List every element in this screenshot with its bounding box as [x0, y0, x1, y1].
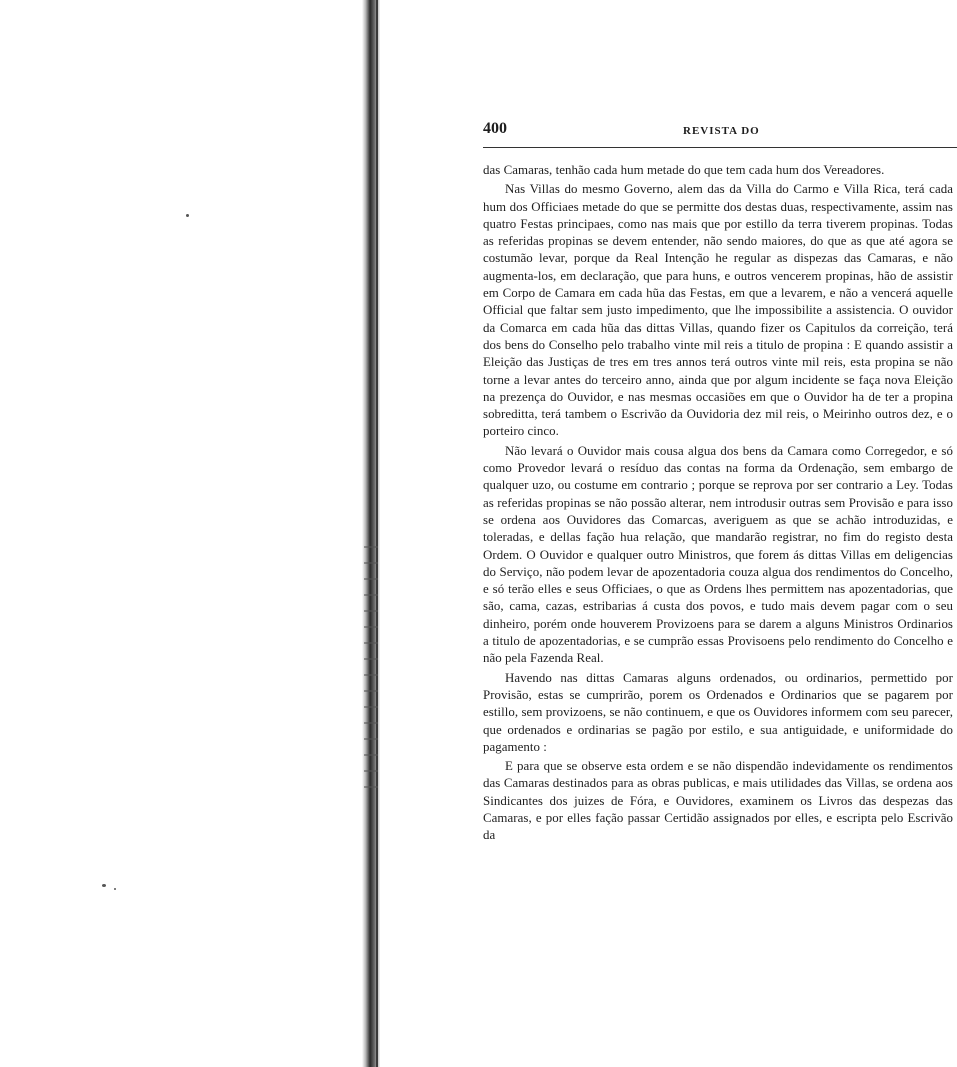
paragraph: Não levará o Ouvidor mais cousa algua dos bens da Camara como Corregedor, e só como Provedor levará o resíduo das contas na forma da Ordenação, sem embargo de qualquer uzo, ou costume em contrario ; porque se reprova por ser contrario a Ley. Todas as referidas propinas se não possão alterar, nem introdusir outras sem Provisão e para isso se ordena aos Ouvidores das Comarcas, averiguem as que se achão introduzidas, e toleradas, e dellas fação hua relação, que mandarão registrar, no fim do registo desta Ordem. O Ouvidor e qualquer outro Ministros, que forem ás dittas Villas em deligencias do Serviço, não podem levar de apozentadoria couza algua dos rendimentos do Concelho, e só terão elles e seus Officiaes, o que as Ordens lhes permittem nas apozentadorias, que são, cama, cazas, estribarias á custa dos povos, e tudo mais devem pagar com o seu dinheiro, porém onde houverem Provizoens para se darem a alguns Ministros Ordinarios a titulo de apozentadorias, e se cumprão essas Provisoens pelo rendimento do Concelho e não pela Fazenda Real.: [483, 443, 953, 666]
gutter-marks: [364, 540, 378, 800]
page-number: 400: [483, 120, 507, 137]
gutter-shadow-line: [376, 0, 378, 1067]
body-text: [483, 162, 953, 847]
page-speck: [186, 214, 189, 217]
paragraph: das Camaras, tenhão cada hum metade do que tem cada hum dos Vereadores.: [483, 163, 885, 177]
header-rule: [483, 147, 957, 148]
running-head: REVISTA DO: [683, 125, 760, 137]
paragraph: Nas Villas do mesmo Governo, alem das da Villa do Carmo e Villa Rica, terá cada hum dos Officiaes metade do que se permitte dos destas duas, respectivamente, assim nas quatro Festas principaes, como nas mais que por estillo da terra tiverem propinas. Todas as referidas propinas se devem entender, não sendo maiores, do que as que até agora se costumão levar, porque da Real Intenção he regular as dispezas das Camaras, e não augmenta-los, em declaração, que para huns, e outros vencerem propinas, hão de assistir em Corpo de Camara em cada hũa das Festas, em que a levarem, e não a vencerá aquelle Official que faltar sem justo impedimento, que lhe impossibilite a assistencia. O ouvidor da Comarca em cada hũa das dittas Villas, quando fizer os Capitulos da correição, terá dos bens do Conselho pelo trabalho vinte mil reis a titulo de propina : E quando assistir a Eleição das Justiças de tres em tres annos terá outros vinte mil reis, esta propina se não torne a levar antes do terceiro anno, ainda que por algum incidente se faça nova Eleição na prezença do Ouvidor, e nas mesmas occasiões em que o Ouvidor ha de ter a propina sobreditta, terá tambem o Escrivão da Ouvidoria dez mil reis, o Meirinho outros dez, e o porteiro cinco.: [483, 182, 953, 439]
page-speck: [114, 888, 116, 890]
paragraph: Havendo nas dittas Camaras alguns ordenados, ou ordinarios, permettido por Provisão, estas se cumprirão, porem os Ordenados e Ordinarios que se pagarem por estillo, sem provizoens, se não continuem, e que os Ouvidores informem com seu parecer, que ordenados e ordinarias se pagão por estilo, e sua antiguidade, e uniformidade do pagamento :: [483, 670, 953, 754]
page-speck: [102, 884, 106, 887]
page-header: [483, 120, 953, 142]
right-text-page: [380, 0, 957, 1067]
left-blank-page: [0, 0, 362, 1067]
paragraph: E para que se observe esta ordem e se não dispendão indevidamente os rendimentos das Camaras destinados para as obras publicas, e mais utilidades das Villas, se ordena aos Sindicantes dos juizes de Fóra, e Ouvidores, examinem os Livros das despezas das Camaras, e por elles fação passar Certidão assignados por elles, e escripta pelo Escrivão da: [483, 759, 953, 843]
